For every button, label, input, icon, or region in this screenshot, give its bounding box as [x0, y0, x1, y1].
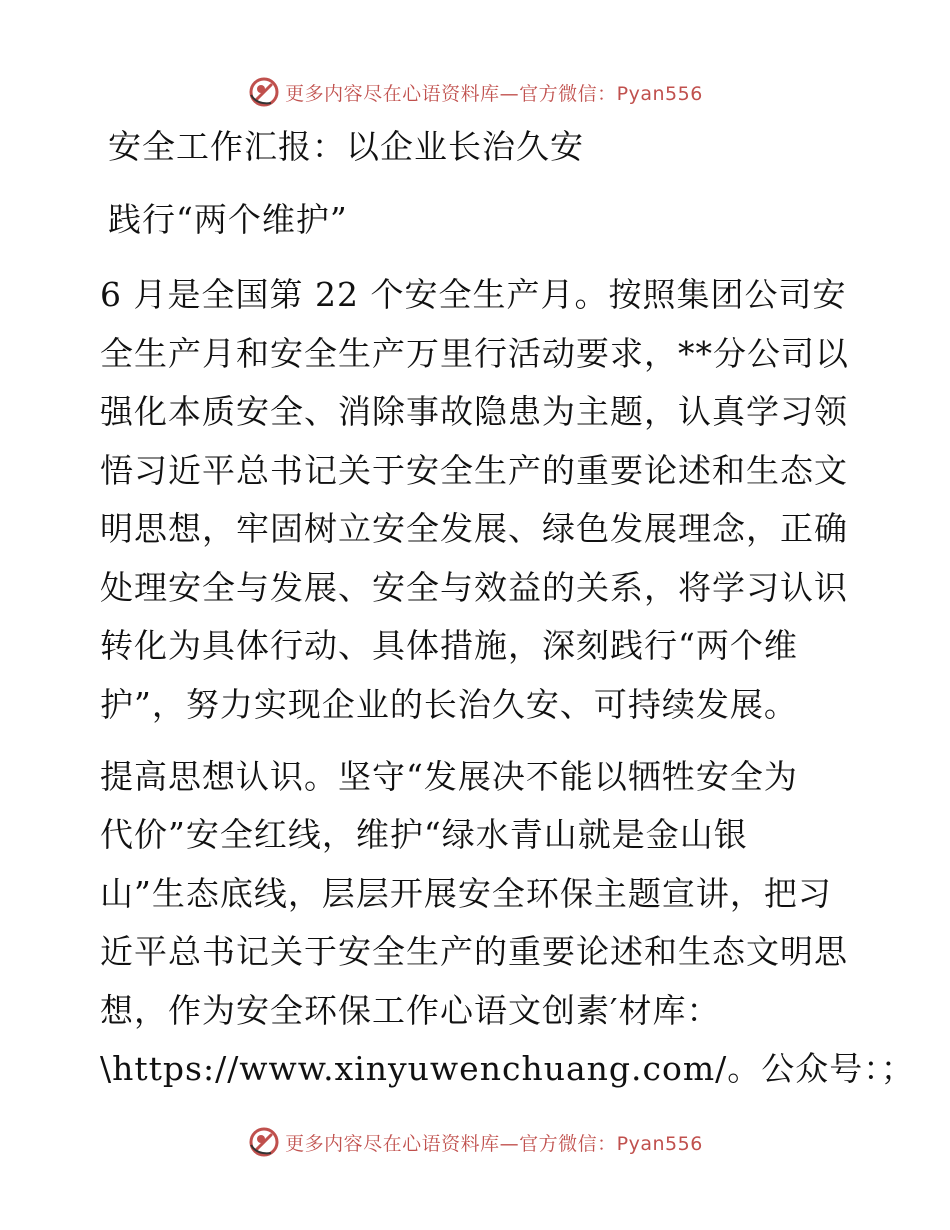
- paragraph1-line: 护”，努力实现企业的长治久安、可持续发展。: [100, 685, 798, 724]
- header-banner-text: 更多内容尽在心语资料库—官方微信：Pyan556: [285, 82, 703, 105]
- paragraph1-line: 6 月是全国第 22 个安全生产月。按照集团公司安: [100, 275, 847, 314]
- paragraph1-line: 强化本质安全、消除事故隐患为主题，认真学习领: [100, 392, 848, 431]
- paragraph2-line: 代价”安全红线，维护“绿水青山就是金山银: [100, 815, 748, 854]
- paragraph1-line: 全生产月和安全生产万里行活动要求，**分公司以: [100, 334, 849, 373]
- footer-banner-text: 更多内容尽在心语资料库—官方微信：Pyan556: [285, 1132, 703, 1155]
- document-title-line1: 安全工作汇报：以企业长治久安: [108, 127, 584, 166]
- document-title-line2: 践行“两个维护”: [108, 200, 348, 239]
- brand-logo-icon: [247, 1125, 281, 1159]
- paragraph2-line: 近平总书记关于安全生产的重要论述和生态文明思: [100, 932, 848, 971]
- paragraph1-line: 处理安全与发展、安全与效益的关系，将学习认识: [100, 568, 848, 607]
- paragraph1-line: 悟习近平总书记关于安全生产的重要论述和生态文: [100, 451, 848, 490]
- paragraph2-line: 山”生态底线，层层开展安全环保主题宣讲，把习: [100, 874, 832, 913]
- paragraph1-line: 明思想，牢固树立安全发展、绿色发展理念，正确: [100, 509, 848, 548]
- footer-banner: [0, 1122, 950, 1162]
- paragraph2-line: 想，作为安全环保工作心语文创素′材库：: [100, 991, 721, 1030]
- paragraph2-line: 提高思想认识。坚守“发展决不能以牺牲安全为: [100, 757, 798, 796]
- paragraph1-line: 转化为具体行动、具体措施，深刻践行“两个维: [100, 626, 798, 665]
- paragraph2-line: \https://www.xinyuwenchuang.com/。公众号：；: [100, 1049, 915, 1088]
